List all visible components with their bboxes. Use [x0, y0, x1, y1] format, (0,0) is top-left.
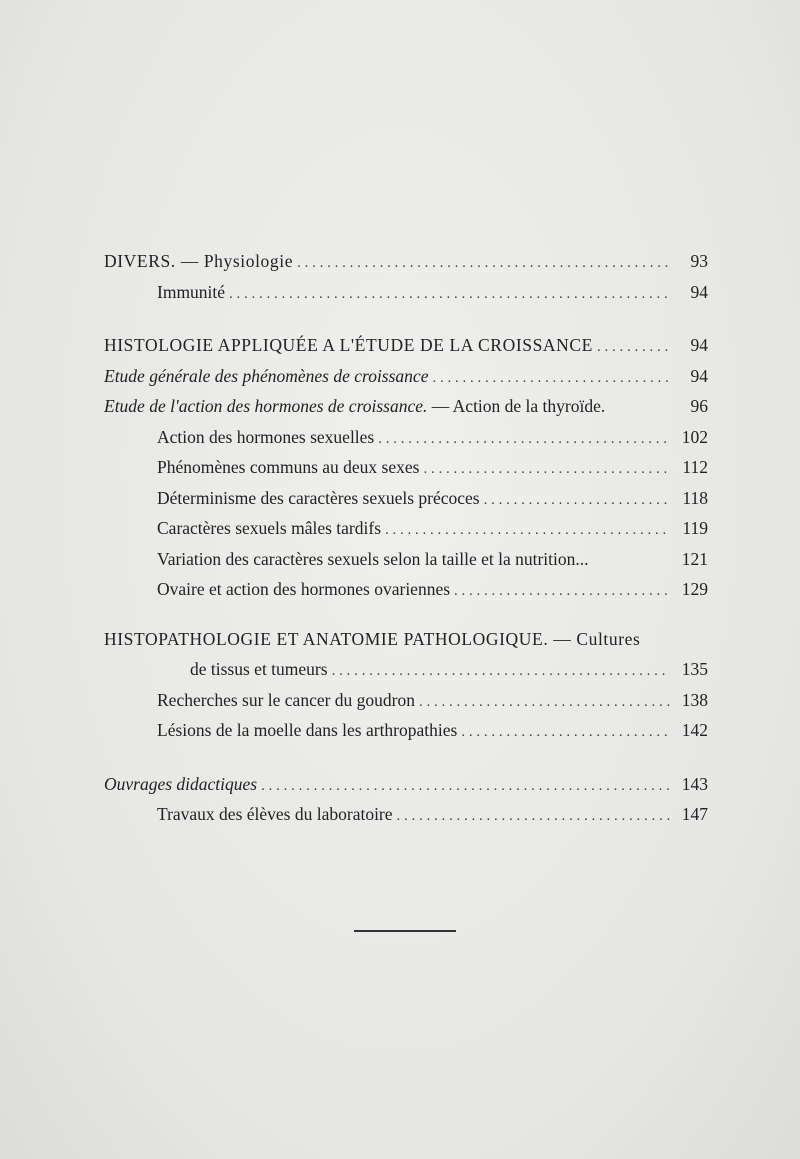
toc-entry-page: 94: [690, 281, 708, 302]
toc-entry-page: 96: [690, 396, 708, 416]
toc-entry-page: 112: [682, 457, 708, 477]
leader-dots: [484, 485, 670, 516]
leader-dots: [419, 687, 670, 718]
toc-entry-label: de tissus et tumeurs: [190, 659, 328, 679]
toc-entry-label: Recherches sur le cancer du goudron: [157, 689, 416, 710]
leader-dots: [229, 279, 670, 310]
toc-entry-page: 94: [690, 335, 708, 355]
leader-dots: [454, 576, 670, 607]
toc-entry-page: 142: [681, 720, 708, 740]
toc-entry-travaux: [104, 799, 708, 830]
leader-dots: [385, 515, 670, 546]
toc-entry-tissus: [104, 654, 708, 685]
toc-entry-label: DIVERS. — Physiologie: [104, 251, 294, 271]
toc-entry-label: Travaux des élèves du laboratoire: [157, 804, 393, 824]
toc-entry-page: 94: [690, 365, 708, 386]
toc-entry-label: Caractères sexuels mâles tardifs: [157, 518, 382, 538]
toc-entry-page: 138: [681, 689, 708, 710]
toc-entry-phenomenes-communs: [104, 452, 708, 483]
toc-entry-ouvrages: [104, 769, 708, 800]
toc-entry-ovaire: [104, 574, 708, 605]
toc-entry-page: 93: [690, 251, 708, 271]
toc-entry-caracteres-males: [104, 513, 708, 544]
toc-entry-label: Immunité: [157, 281, 226, 302]
toc-entry-page: 129: [681, 579, 708, 599]
toc-entry-immunite: [104, 277, 708, 308]
toc-entry-page: 119: [682, 518, 708, 538]
toc-entry-divers: [104, 246, 708, 277]
leader-dots: [423, 454, 670, 485]
toc-entry-label: Action des hormones sexuelles: [157, 426, 375, 447]
toc-entry-histopathologie: [104, 624, 708, 655]
leader-dots: [332, 656, 670, 687]
toc-entry-hormones-sexuelles: [104, 422, 708, 453]
section-gap: [104, 605, 708, 624]
toc-entry-etude-action: [104, 391, 708, 422]
section-gap: [104, 746, 708, 769]
leader-dots: [432, 363, 670, 394]
toc-entry-label: Ouvrages didactiques: [104, 773, 258, 794]
toc-entry-label: Ovaire et action des hormones ovariennes: [157, 579, 451, 599]
leader-dots: [261, 771, 670, 802]
toc-entry-label: Etude générale des phénomènes de croissance: [104, 365, 429, 386]
toc-entry-lesions: [104, 715, 708, 746]
toc-entry-histologie: [104, 330, 708, 361]
leader-dots: [297, 248, 670, 279]
closing-rule: [354, 930, 456, 932]
toc-entry-label-rest: — Action de la thyroïde.: [427, 396, 606, 416]
leader-dots: [461, 717, 670, 748]
leader-dots: [597, 332, 670, 363]
toc-entry-label-italic: Etude de l'action des hormones de croissance.: [104, 396, 428, 416]
toc-entry-label: Variation des caractères sexuels selon la taille et la nutrition...: [157, 548, 589, 569]
toc-entry-label: HISTOLOGIE APPLIQUÉE A L'ÉTUDE DE LA CROISSANCE: [104, 335, 593, 355]
toc-entry-page: 118: [682, 487, 708, 508]
toc-entry-label: Lésions de la moelle dans les arthropathies: [157, 720, 458, 740]
section-gap: [104, 307, 708, 330]
toc-entry-variation: [104, 544, 708, 575]
toc-entry-etude-generale: [104, 361, 708, 392]
toc-entry-label: Phénomènes communs au deux sexes: [157, 457, 420, 477]
leader-dots: [378, 424, 670, 455]
toc-entry-page: 121: [681, 548, 708, 569]
toc-entry-page: 147: [681, 804, 708, 824]
leader-dots: [397, 801, 670, 832]
toc-entry-label: HISTOPATHOLOGIE ET ANATOMIE PATHOLOGIQUE. — Cultures: [104, 628, 641, 649]
toc-entry-label: Déterminisme des caractères sexuels précoces: [157, 487, 480, 508]
table-of-contents: [104, 246, 708, 830]
toc-entry-goudron: [104, 685, 708, 716]
toc-entry-page: 102: [681, 426, 708, 447]
toc-entry-determinisme: [104, 483, 708, 514]
toc-entry-page: 135: [681, 659, 708, 679]
toc-entry-page: 143: [681, 773, 708, 794]
